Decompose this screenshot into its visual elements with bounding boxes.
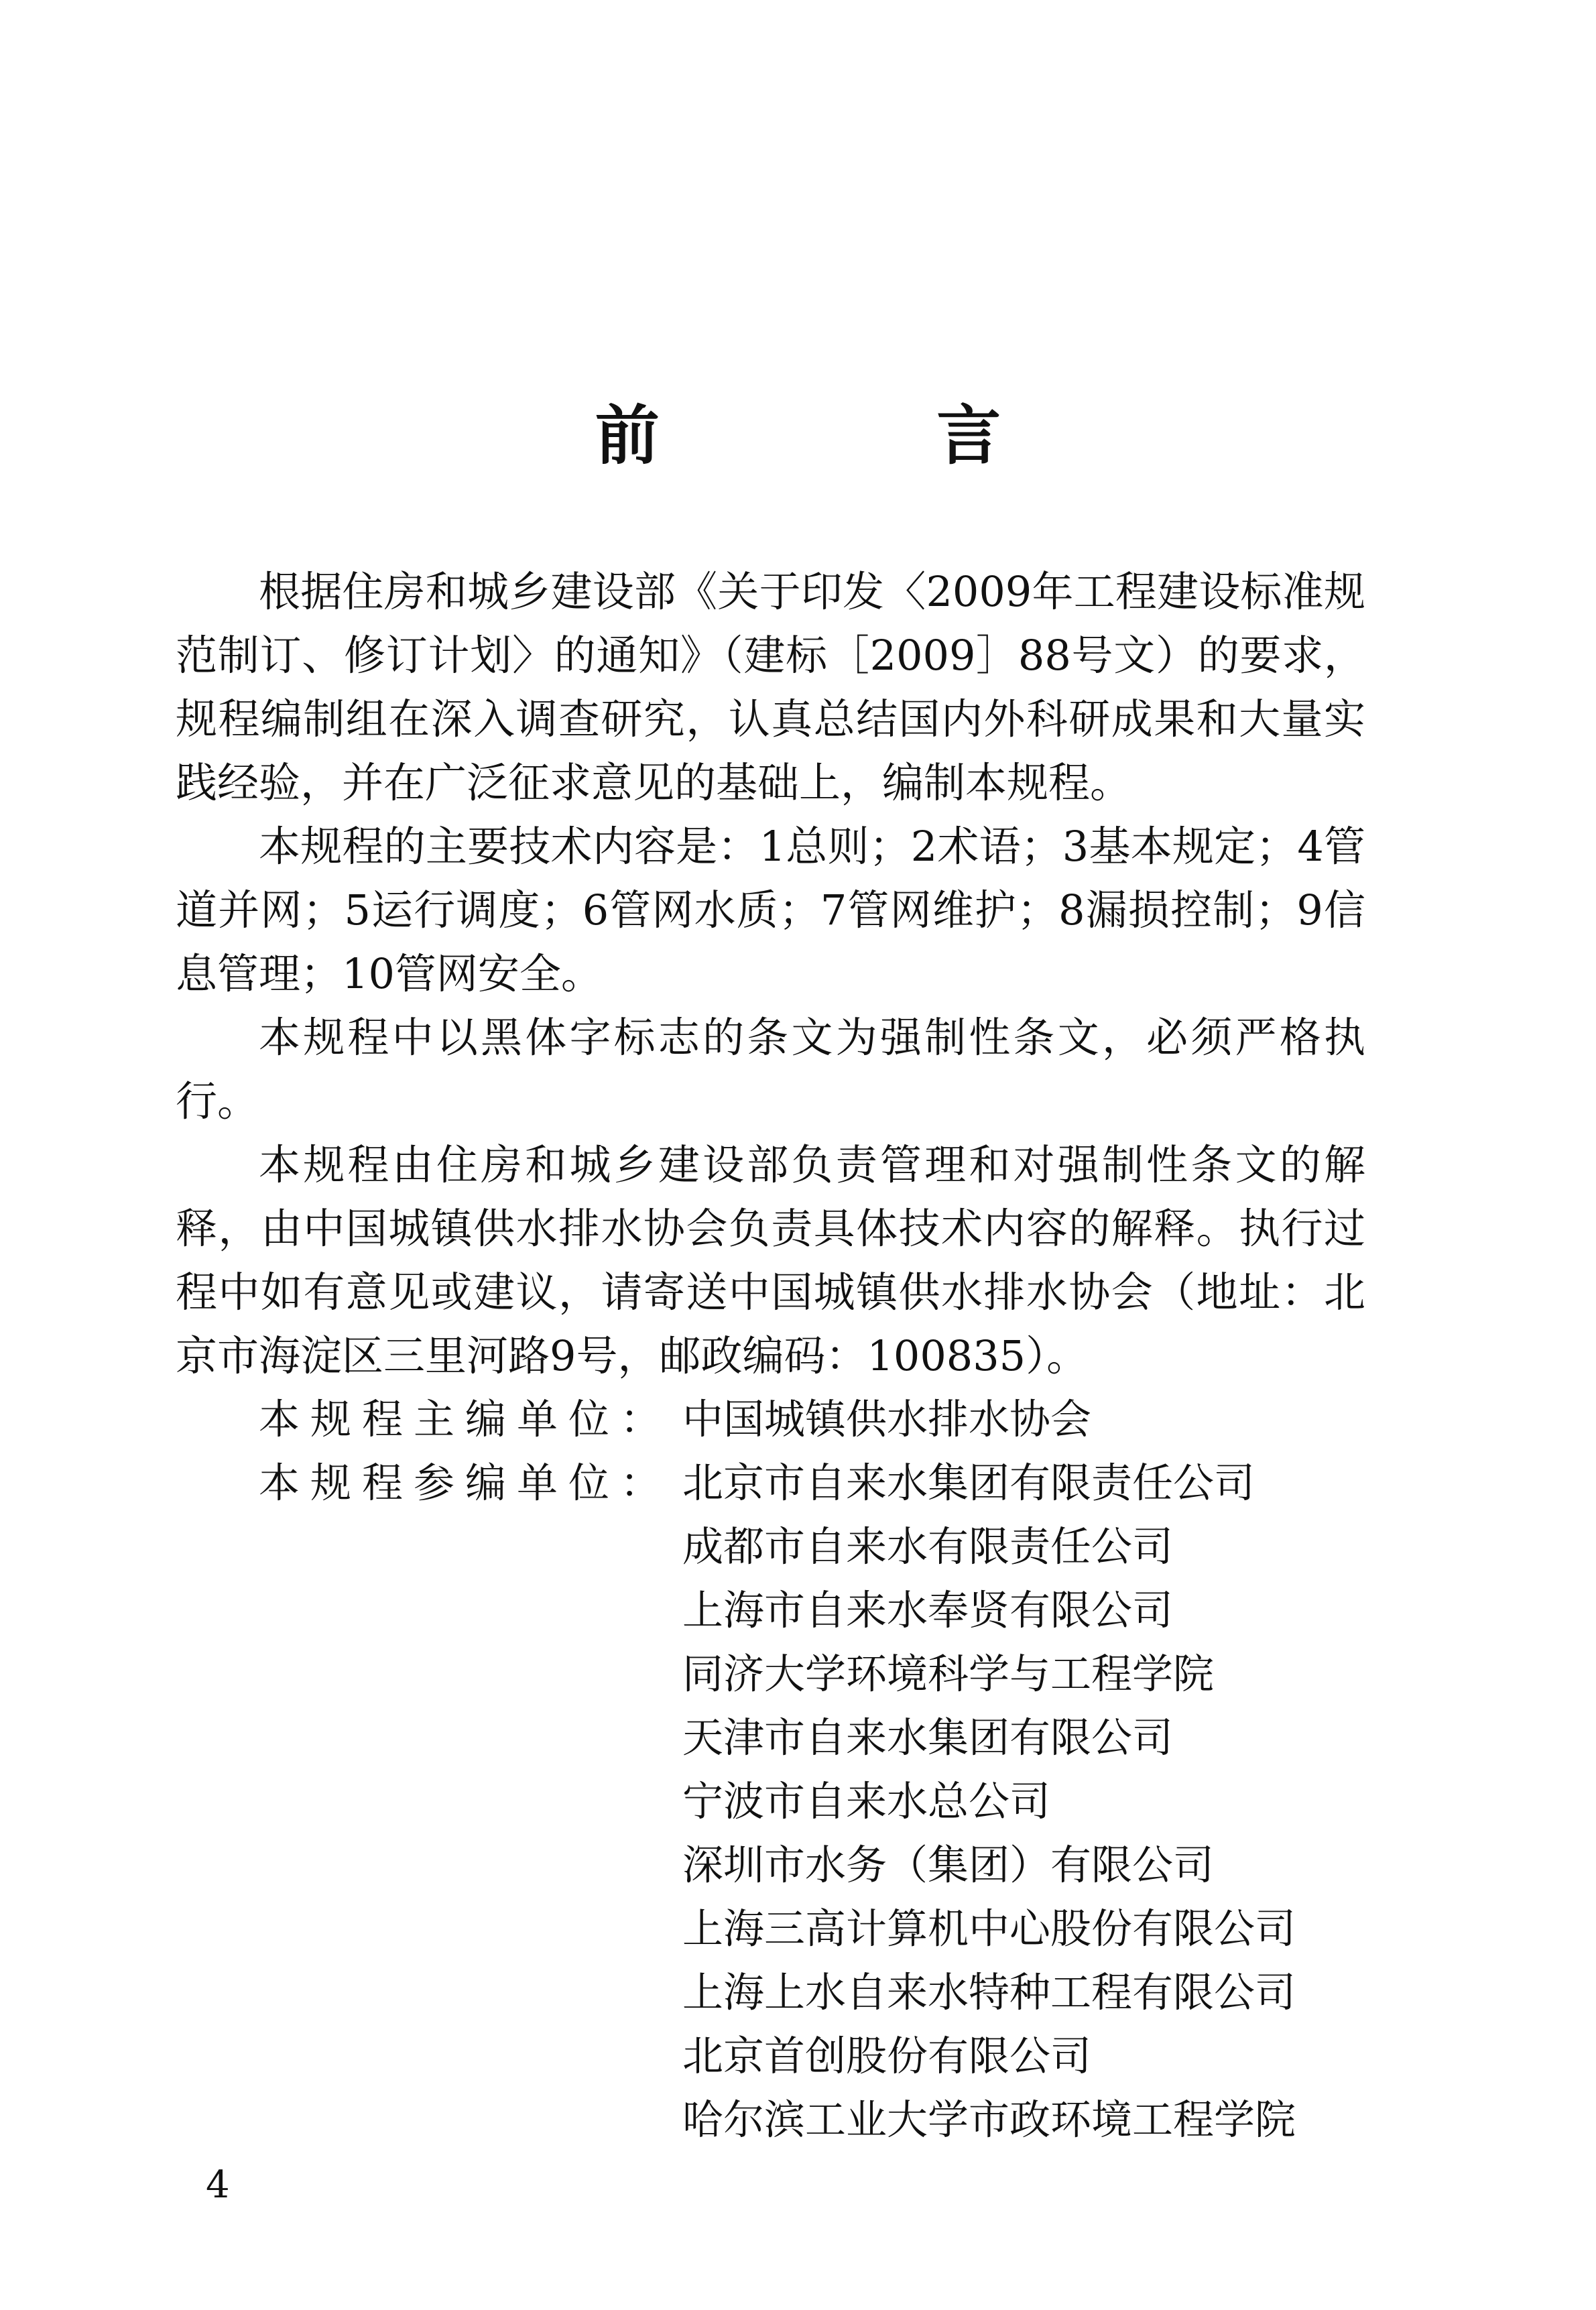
page-number: 4: [206, 2163, 230, 2207]
paragraph-basis: 根据住房和城乡建设部《关于印发〈2009年工程建设标准规范制订、修订计划〉的通知》（建标［2009］88号文）的要求，规程编制组在深入调查研究，认真总结国内外科研成果和大量实践经验，并在广泛征求意见的基础上，编制本规程。: [176, 567, 1365, 807]
participant-name: 宁波市自来水总公司: [682, 1778, 1051, 1825]
paragraph-management: 本规程由住房和城乡建设部负责管理和对强制性条文的解释，由中国城镇供水排水协会负责具体技术内容的解释。执行过程中如有意见或建议，请寄送中国城镇供水排水协会（地址：北京市海淀区三里河路9号，邮政编码：100835）。: [176, 1140, 1365, 1380]
paragraph-mandatory: 本规程中以黑体字标志的条文为强制性条文，必须严格执行。: [176, 1013, 1365, 1126]
participant-name: 深圳市水务（集团）有限公司: [682, 1841, 1215, 1889]
participant-row: [259, 1897, 1398, 1961]
participant-name: 成都市自来水有限责任公司: [682, 1523, 1174, 1571]
participants-label: 本规程参编单位：: [259, 1459, 672, 1507]
participant-row: [259, 1706, 1398, 1770]
participant-row: [259, 1642, 1398, 1706]
participant-row: [259, 1833, 1398, 1897]
chief-editor-name: 中国城镇供水排水协会: [682, 1396, 1092, 1443]
participant-row: [259, 2024, 1398, 2088]
participant-row: [259, 1770, 1398, 1833]
chief-editor-label: 本规程主编单位：: [259, 1396, 672, 1443]
participant-row: [259, 1451, 1398, 1515]
participant-name: 上海三高计算机中心股份有限公司: [682, 1905, 1296, 1953]
chief-editor-row: [259, 1388, 1398, 1451]
paragraph-contents: 本规程的主要技术内容是：1总则；2术语；3基本规定；4管道并网；5运行调度；6管网水质；7管网维护；8漏损控制；9信息管理；10管网安全。: [176, 822, 1365, 998]
preface-body: [176, 560, 1365, 1388]
participant-name: 哈尔滨工业大学市政环境工程学院: [682, 2096, 1296, 2144]
participant-row: [259, 1961, 1398, 2024]
participant-row: [259, 1515, 1398, 1579]
participant-name: 北京市自来水集团有限责任公司: [682, 1459, 1255, 1507]
participant-name: 天津市自来水集团有限公司: [682, 1714, 1174, 1762]
participant-row: [259, 2088, 1398, 2152]
participant-name: 上海市自来水奉贤有限公司: [682, 1587, 1174, 1634]
page-title: 前 言: [595, 398, 1129, 473]
units-list: [259, 1388, 1398, 2152]
participant-name: 上海上水自来水特种工程有限公司: [682, 1969, 1296, 2016]
participant-row: [259, 1579, 1398, 1642]
participant-name: 北京首创股份有限公司: [682, 2032, 1092, 2080]
participant-name: 同济大学环境科学与工程学院: [682, 1650, 1215, 1698]
